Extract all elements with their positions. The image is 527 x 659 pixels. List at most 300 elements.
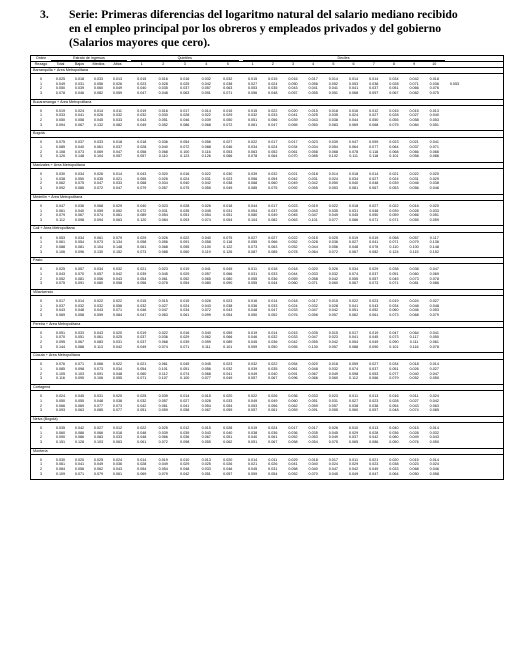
- city-section: [31, 352, 503, 384]
- decile-cell: 0.059: [247, 344, 258, 349]
- quintile-cell: 0.021: [137, 267, 147, 272]
- decile-cell: 0.038: [389, 462, 399, 467]
- decile-cell: 0.054: [328, 145, 338, 150]
- decile-cell: 0.024: [409, 298, 419, 303]
- decile-cell: 0.073: [389, 313, 399, 318]
- decile-cell: 0.044: [268, 281, 278, 286]
- decile-cell: 0.082: [409, 91, 419, 96]
- decile-cell: 0.014: [429, 457, 439, 462]
- decile-cell: 0.047: [429, 371, 439, 376]
- table-row: [31, 313, 503, 318]
- decile-cell: 0.045: [348, 213, 359, 218]
- estrato-cell: 0.116: [56, 376, 65, 381]
- estrato-cell: 0.051: [55, 330, 66, 335]
- decile-cell: 0.067: [348, 249, 359, 254]
- decile-cell: 0.040: [429, 113, 439, 118]
- quintile-cell: 0.039: [180, 430, 190, 435]
- estrato-cell: 0.040: [74, 145, 85, 150]
- quintile-cell: 0.030: [223, 172, 233, 177]
- quintile-cell: 0.039: [158, 430, 168, 435]
- estrato-cell: 0.022: [112, 362, 123, 367]
- decile-cell: 0.034: [247, 145, 258, 150]
- decile-cell: 0.019: [247, 425, 258, 430]
- quintile-cell: 0.099: [201, 340, 211, 345]
- decile-cell: 0.059: [429, 217, 439, 222]
- estrato-cell: 0.051: [74, 335, 85, 340]
- estrato-column-header: Altos: [113, 61, 122, 66]
- quintile-cell: 0.028: [137, 462, 147, 467]
- decile-cell: 0.075: [268, 186, 278, 191]
- lag-cell: 0: [39, 203, 43, 208]
- quintile-cell: 0.061: [158, 403, 168, 408]
- quintile-cell: 0.040: [223, 430, 233, 435]
- lag-cell: 1: [39, 398, 43, 403]
- decile-cell: 0.034: [348, 176, 359, 181]
- estrato-cell: 0.085: [55, 367, 66, 372]
- lag-cell: 0: [39, 330, 43, 335]
- decile-cell: 0.052: [288, 435, 298, 440]
- quintile-cell: 0.018: [223, 203, 233, 208]
- decile-cell: 0.060: [268, 181, 278, 186]
- decile-cell: 0.053: [348, 81, 359, 86]
- decile-cell: 0.033: [389, 466, 399, 471]
- estrato-cell: 0.085: [93, 408, 104, 413]
- decile-cell: 0.076: [288, 313, 298, 318]
- decile-cell: 0.065: [288, 122, 298, 127]
- decile-cell: 0.085: [247, 186, 258, 191]
- quintile-cell: 0.031: [158, 208, 168, 213]
- quintile-cell: 0.029: [223, 113, 233, 118]
- estrato-cell: 0.057: [93, 271, 104, 276]
- quintile-cell: 0.017: [180, 108, 190, 113]
- decile-cell: 0.042: [348, 466, 359, 471]
- decile-cell: 0.031: [348, 208, 359, 213]
- decile-cell: 0.057: [247, 376, 258, 381]
- quintile-cell: 0.037: [137, 340, 147, 345]
- quintile-cell: 0.023: [223, 362, 233, 367]
- estrato-cell: 0.081: [74, 244, 85, 249]
- decile-cell: 0.017: [308, 298, 318, 303]
- decile-cell: 0.071: [409, 81, 419, 86]
- decile-cell: 0.014: [369, 76, 379, 81]
- decile-cell: 0.032: [429, 430, 439, 435]
- decile-cell: 0.055: [308, 186, 318, 191]
- estrato-cell: 0.052: [112, 208, 123, 213]
- quintile-cell: 0.054: [137, 466, 147, 471]
- lag-cell: 1: [39, 303, 43, 308]
- quintile-cell: 0.055: [201, 439, 211, 444]
- estrato-cell: 0.045: [74, 394, 85, 399]
- decile-cell: 0.066: [409, 149, 419, 154]
- estrato-cell: 0.091: [93, 371, 104, 376]
- city-section-title: Barranquilla + Área Metropolitana: [31, 68, 503, 74]
- decile-cell: 0.086: [348, 217, 359, 222]
- decile-cell: 0.045: [288, 213, 298, 218]
- decile-cell: 0.124: [389, 249, 399, 254]
- quintiles-group-header: Quintiles: [131, 56, 239, 62]
- estrato-cell: 0.022: [112, 298, 123, 303]
- quintile-cell: 0.068: [158, 340, 168, 345]
- lag-cell: 1: [39, 81, 43, 86]
- estrato-cell: 0.042: [112, 344, 123, 349]
- decile-cell: 0.054: [288, 362, 298, 367]
- decile-cell: 0.043: [409, 403, 419, 408]
- estrato-cell: 0.033: [55, 113, 66, 118]
- decile-cell: 0.043: [308, 118, 318, 123]
- quintile-cell: 0.015: [223, 108, 233, 113]
- quintile-cell: 0.122: [223, 244, 233, 249]
- decile-cell: 0.014: [348, 76, 359, 81]
- estrato-cell: 0.095: [55, 340, 66, 345]
- estrato-cell: 0.037: [112, 145, 123, 150]
- table-row: [31, 186, 503, 191]
- decile-cell: 0.052: [369, 308, 379, 313]
- quintile-cell: 0.028: [180, 203, 190, 208]
- decile-cell: 0.052: [268, 313, 278, 318]
- decile-cell: 0.032: [328, 271, 338, 276]
- quintile-cell: 0.016: [158, 108, 168, 113]
- quintile-cell: 0.054: [158, 466, 168, 471]
- quintile-cell: 0.029: [180, 462, 190, 467]
- estrato-cell: 0.038: [112, 398, 123, 403]
- quintile-cell: 0.039: [158, 394, 168, 399]
- decile-cell: 0.082: [369, 249, 379, 254]
- decile-cell: 0.076: [409, 439, 419, 444]
- decile-cell: 0.041: [288, 113, 298, 118]
- decile-cell: 0.063: [429, 403, 439, 408]
- decile-cell: 0.057: [288, 91, 298, 96]
- decile-cell: 0.015: [328, 298, 338, 303]
- decile-cell: 0.024: [429, 394, 439, 399]
- decile-cell: 0.015: [247, 76, 258, 81]
- lag-cell: 2: [39, 340, 43, 345]
- decile-cell: 0.036: [328, 240, 338, 245]
- decile-cell: 0.028: [369, 430, 379, 435]
- estrato-column-header: Bajos: [74, 61, 85, 66]
- decile-cell: 0.042: [409, 76, 419, 81]
- decile-cell: 0.053: [308, 435, 318, 440]
- decile-cell: 0.026: [268, 462, 278, 467]
- table-row: [31, 154, 503, 159]
- quintile-cell: 0.068: [137, 181, 147, 186]
- quintile-cell: 0.019: [180, 267, 190, 272]
- decile-cell: 0.083: [328, 122, 338, 127]
- decile-cell: 0.044: [308, 244, 318, 249]
- decile-cell: 0.024: [389, 176, 399, 181]
- decile-cell: 0.011: [349, 394, 359, 399]
- decile-cell: 0.060: [288, 398, 298, 403]
- estrato-cell: 0.033: [112, 118, 123, 123]
- quintile-cell: 0.091: [201, 91, 211, 96]
- estrato-column-header: Total: [56, 61, 65, 66]
- estrato-cell: 0.056: [112, 303, 123, 308]
- quintile-cell: 0.043: [201, 303, 211, 308]
- decile-cell: 0.028: [308, 240, 318, 245]
- decile-cell: 0.023: [369, 298, 379, 303]
- decile-cell: 0.033: [308, 271, 318, 276]
- decile-cell: 0.058: [308, 276, 318, 281]
- quintile-cell: 0.049: [223, 376, 233, 381]
- decile-cell: 0.057: [328, 344, 338, 349]
- decile-cell: 0.035: [268, 367, 278, 372]
- city-section-title: Cartagena: [31, 384, 503, 391]
- decile-cell: 0.066: [268, 240, 278, 245]
- quintile-cell: 0.116: [201, 149, 211, 154]
- estrato-cell: 0.058: [112, 281, 123, 286]
- decile-cell: 0.073: [409, 276, 419, 281]
- decile-cell: 0.018: [348, 203, 359, 208]
- decile-cell: 0.015: [409, 457, 419, 462]
- quintile-cell: 0.057: [158, 186, 168, 191]
- city-section: [31, 321, 503, 353]
- lag-cell: 1: [39, 208, 43, 213]
- estrato-cell: 0.050: [55, 118, 66, 123]
- quintile-cell: 0.073: [137, 249, 147, 254]
- decile-cell: 0.054: [268, 471, 278, 476]
- lag-cell: 0: [39, 108, 43, 113]
- quintile-cell: 0.057: [137, 154, 147, 159]
- decile-cell: 0.051: [429, 213, 439, 218]
- decile-cell: 0.017: [268, 203, 278, 208]
- estrato-cell: 0.030: [55, 172, 66, 177]
- decile-cell: 0.043: [429, 435, 439, 440]
- decile-cell: 0.015: [409, 108, 419, 113]
- decile-cell: 0.025: [328, 235, 338, 240]
- estrato-cell: 0.152: [112, 249, 123, 254]
- estrato-cell: 0.058: [74, 313, 85, 318]
- decile-cell: 0.059: [308, 403, 318, 408]
- decile-cell: 0.076: [429, 86, 439, 91]
- decile-cell: 0.027: [429, 298, 439, 303]
- decile-cell: 0.018: [409, 362, 419, 367]
- estrato-cell: 0.072: [93, 186, 104, 191]
- quintile-cell: 0.074: [158, 344, 168, 349]
- estrato-cell: 0.078: [55, 91, 66, 96]
- decile-cell: 0.073: [389, 335, 399, 340]
- estrato-cell: 0.019: [55, 108, 66, 113]
- decile-cell: 0.058: [389, 235, 399, 240]
- estrato-cell: 0.151: [55, 439, 66, 444]
- decile-cell: 0.053: [369, 371, 379, 376]
- city-section: [31, 384, 503, 416]
- estrato-cell: 0.105: [55, 371, 66, 376]
- quintile-cell: 0.057: [158, 398, 168, 403]
- decile-cell: 0.027: [348, 240, 359, 245]
- quintile-cell: 0.041: [180, 403, 190, 408]
- estrato-cell: 0.130: [93, 249, 104, 254]
- decile-cell: 0.011: [268, 457, 278, 462]
- decile-column-header: 10: [432, 61, 437, 66]
- quintile-cell: 0.090: [223, 281, 233, 286]
- decile-cell: 0.050: [429, 439, 439, 444]
- decile-cell: 0.080: [247, 213, 258, 218]
- decile-cell: 0.060: [328, 376, 338, 381]
- estrato-group-header: Estrato de ingresos: [51, 56, 127, 62]
- quintile-cell: 0.016: [180, 76, 190, 81]
- estrato-cell: 0.148: [112, 244, 123, 249]
- decile-cell: 0.086: [429, 281, 439, 286]
- estrato-cell: 0.109: [55, 471, 66, 476]
- city-section: [31, 99, 503, 131]
- quintile-cell: 0.101: [158, 367, 168, 372]
- estrato-cell: 0.025: [112, 335, 123, 340]
- lag-cell: 0: [39, 394, 43, 399]
- decile-cell: 0.024: [429, 462, 439, 467]
- lag-cell: 0: [39, 235, 43, 240]
- decile-cell: 0.020: [429, 172, 439, 177]
- decile-cell: 0.077: [328, 217, 338, 222]
- decile-cell: 0.042: [288, 176, 298, 181]
- decile-cell: 0.035: [328, 113, 338, 118]
- quintile-cell: 0.047: [137, 313, 147, 318]
- decile-cell: 0.050: [369, 118, 379, 123]
- decile-cell: 0.066: [369, 376, 379, 381]
- estrato-cell: 0.061: [112, 471, 123, 476]
- decile-column-header: 6: [352, 61, 355, 66]
- estrato-cell: 0.025: [55, 76, 66, 81]
- quintile-cell: 0.055: [137, 176, 147, 181]
- estrato-cell: 0.068: [93, 203, 104, 208]
- quintile-cell: 0.043: [201, 430, 211, 435]
- estrato-cell: 0.024: [112, 457, 123, 462]
- estrato-cell: 0.070: [74, 271, 85, 276]
- decile-cell: 0.027: [369, 113, 379, 118]
- decile-cell: 0.023: [288, 203, 298, 208]
- decile-cell: 0.071: [389, 217, 399, 222]
- estrato-cell: 0.056: [93, 81, 104, 86]
- quintile-cell: 0.061: [180, 313, 190, 318]
- estrato-cell: 0.048: [74, 308, 85, 313]
- city-section: [31, 162, 503, 194]
- decile-cell: 0.023: [369, 398, 379, 403]
- lag-cell: 3: [39, 249, 43, 254]
- decile-cell: 0.117: [429, 235, 439, 240]
- decile-cell: 0.026: [409, 367, 419, 372]
- quintile-cell: 0.022: [201, 113, 211, 118]
- decile-cell: 0.036: [268, 340, 278, 345]
- estrato-cell: 0.033: [93, 140, 104, 145]
- estrato-cell: 0.103: [74, 371, 85, 376]
- estrato-cell: 0.076: [55, 362, 66, 367]
- estrato-cell: 0.038: [55, 176, 66, 181]
- decile-cell: 0.045: [328, 430, 338, 435]
- decile-cell: 0.043: [308, 208, 318, 213]
- estrato-cell: 0.071: [112, 308, 123, 313]
- decile-cell: 0.061: [268, 408, 278, 413]
- lag-cell: 1: [39, 113, 43, 118]
- quintile-cell: 0.032: [223, 367, 233, 372]
- decile-cell: 0.050: [247, 313, 258, 318]
- lag-cell: 2: [39, 276, 43, 281]
- quintile-cell: 0.074: [201, 217, 211, 222]
- decile-cell: 0.032: [308, 303, 318, 308]
- decile-cell: 0.014: [328, 76, 338, 81]
- decile-cell: 0.011: [349, 457, 359, 462]
- estrato-cell: 0.046: [74, 91, 85, 96]
- estrato-cell: 0.018: [112, 430, 123, 435]
- lag-cell: 0: [39, 140, 43, 145]
- estrato-cell: 0.112: [56, 217, 65, 222]
- city-section: [31, 448, 503, 480]
- estrato-cell: 0.077: [93, 403, 104, 408]
- decile-cell: 0.047: [389, 330, 399, 335]
- decile-cell: 0.051: [247, 118, 258, 123]
- decile-cell: 0.013: [369, 425, 379, 430]
- quintile-cell: 0.042: [137, 403, 147, 408]
- decile-cell: 0.026: [268, 394, 278, 399]
- estrato-cell: 0.106: [55, 249, 66, 254]
- decile-cell: 0.068: [348, 91, 359, 96]
- decile-cell: 0.059: [348, 362, 359, 367]
- estrato-cell: 0.067: [74, 340, 85, 345]
- quintile-cell: 0.056: [201, 367, 211, 372]
- decile-cell: 0.022: [328, 203, 338, 208]
- quintile-cell: 0.061: [137, 244, 147, 249]
- decile-cell: 0.038: [369, 81, 379, 86]
- estrato-cell: 0.086: [74, 435, 85, 440]
- decile-cell: 0.088: [348, 344, 359, 349]
- decile-cell: 0.045: [369, 335, 379, 340]
- quintile-cell: 0.021: [137, 362, 147, 367]
- quintile-cell: 0.045: [158, 271, 168, 276]
- lag-cell: 3: [39, 439, 43, 444]
- estrato-cell: 0.020: [112, 394, 123, 399]
- estrato-cell: 0.037: [55, 303, 66, 308]
- quintile-cell: 0.119: [201, 249, 211, 254]
- decile-cell: 0.049: [247, 398, 258, 403]
- data-table: [30, 55, 504, 480]
- decile-cell: 0.042: [328, 308, 338, 313]
- lag-cell: 3: [39, 376, 43, 381]
- estrato-cell: 0.013: [112, 76, 123, 81]
- estrato-cell: 0.032: [112, 267, 123, 272]
- estrato-cell: 0.027: [93, 425, 104, 430]
- decile-cell: 0.066: [409, 86, 419, 91]
- decile-cell: 0.033: [268, 303, 278, 308]
- quintile-cell: 0.063: [158, 313, 168, 318]
- decile-cell: 0.047: [268, 308, 278, 313]
- decile-cell: 0.101: [389, 344, 399, 349]
- estrato-cell: 0.079: [112, 235, 123, 240]
- estrato-cell: 0.025: [55, 267, 66, 272]
- quintile-cell: 0.028: [223, 425, 233, 430]
- quintile-cell: 0.020: [223, 394, 233, 399]
- decile-cell: 0.049: [348, 471, 359, 476]
- quintile-cell: 0.054: [137, 367, 147, 372]
- quintile-cell: 0.062: [223, 439, 233, 444]
- quintile-cell: 0.058: [137, 149, 147, 154]
- estrato-cell: 0.033: [112, 435, 123, 440]
- city-section: [31, 416, 503, 448]
- decile-cell: 0.047: [308, 213, 318, 218]
- estrato-cell: 0.035: [93, 176, 104, 181]
- quintile-cell: 0.014: [201, 108, 211, 113]
- decile-cell: 0.098: [348, 371, 359, 376]
- estrato-cell: 0.059: [93, 208, 104, 213]
- city-section-title: Neiva (Bogotá): [31, 416, 503, 423]
- lag-cell: 0: [39, 172, 43, 177]
- decile-cell: 0.029: [288, 457, 298, 462]
- estrato-cell: 0.096: [74, 249, 85, 254]
- estrato-cell: 0.071: [74, 362, 85, 367]
- decile-cell: 0.055: [348, 276, 359, 281]
- quintile-cell: 0.040: [137, 86, 147, 91]
- quintile-cell: 0.023: [223, 298, 233, 303]
- estrato-cell: 0.012: [112, 425, 123, 430]
- quintile-cell: 0.055: [201, 186, 211, 191]
- decile-cell: 0.071: [369, 217, 379, 222]
- decile-cell: 0.073: [247, 244, 258, 249]
